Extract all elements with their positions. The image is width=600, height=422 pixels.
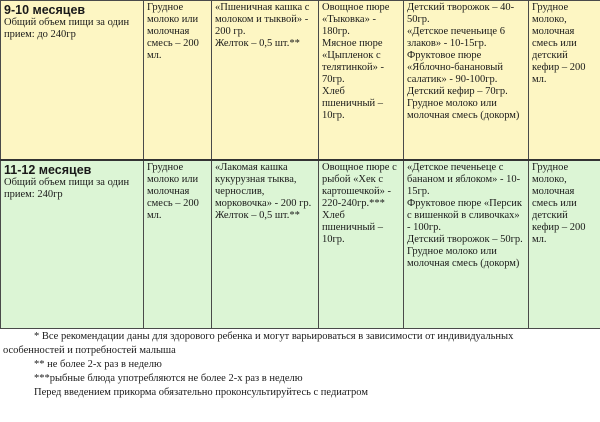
snack-cell: Детский творожок – 40-50гр. «Детское печеньице 6 злаков» - 10-15гр. Фруктовое пюре «Яблочно-банановый салатик» - 90-100гр. Детский кефир – 70гр. Грудное молоко или молочная смесь (докорм) [404, 1, 529, 161]
lunch-cell: «Лакомая кашка кукурузная тыква, чернослив, морковочка» - 200 гр. Желток – 0,5 шт.** [212, 160, 319, 329]
age-cell [1, 160, 144, 329]
age-title: 11-12 месяцев [4, 163, 92, 177]
night-cell: Грудное молоко, молочная смесь или детский кефир – 200 мл. [529, 160, 600, 329]
lunch-cell: «Пшеничная кашка с молоком и тыквой» - 200 гр. Желток – 0,5 шт.** [212, 1, 319, 161]
age-title: 9-10 месяцев [4, 3, 86, 17]
dinner-cell: Овощное пюре с рыбой «Хек с картошечкой» - 220-240гр.*** Хлеб пшеничный – 10гр. [319, 160, 404, 329]
night-cell: Грудное молоко, молочная смесь или детский кефир – 200 мл. [529, 1, 600, 161]
footnote-1: * Все рекомендации даны для здорового ребенка и могут варьироваться в зависимости от индивидуальных [34, 331, 514, 342]
footnote-1-cont: особенностей и потребностей малыша [3, 345, 176, 356]
footnotes [0, 330, 600, 400]
footnote-2: ** не более 2-х раз в неделю [34, 359, 162, 370]
footnote-4: Перед введением прикорма обязательно проконсультируйтесь с педиатром [34, 387, 368, 398]
dinner-cell: Овощное пюре «Тыковка» - 180гр. Мясное пюре «Цыпленок с телятинкой» - 70гр. Хлеб пшеничный – 10гр. [319, 1, 404, 161]
table-row-11-12 [1, 160, 600, 329]
footnote-3: ***рыбные блюда употребляются не более 2-х раз в неделю [34, 373, 303, 384]
breakfast-cell: Грудное молоко или молочная смесь – 200 мл. [144, 1, 212, 161]
table-row-9-10 [1, 1, 600, 161]
age-volume: Общий объем пищи за один прием: 240гр [4, 177, 130, 200]
snack-cell: «Детское печеньеце с бананом и яблоком» - 10-15гр. Фруктовое пюре «Персик с вишенкой в сливочках» - 100гр. Детский творожок – 50гр. Грудное молоко или молочная смесь (докорм) [404, 160, 529, 329]
breakfast-cell: Грудное молоко или молочная смесь – 200 мл. [144, 160, 212, 329]
age-volume: Общий объем пищи за один прием: до 240гр [4, 17, 130, 40]
age-cell [1, 1, 144, 161]
